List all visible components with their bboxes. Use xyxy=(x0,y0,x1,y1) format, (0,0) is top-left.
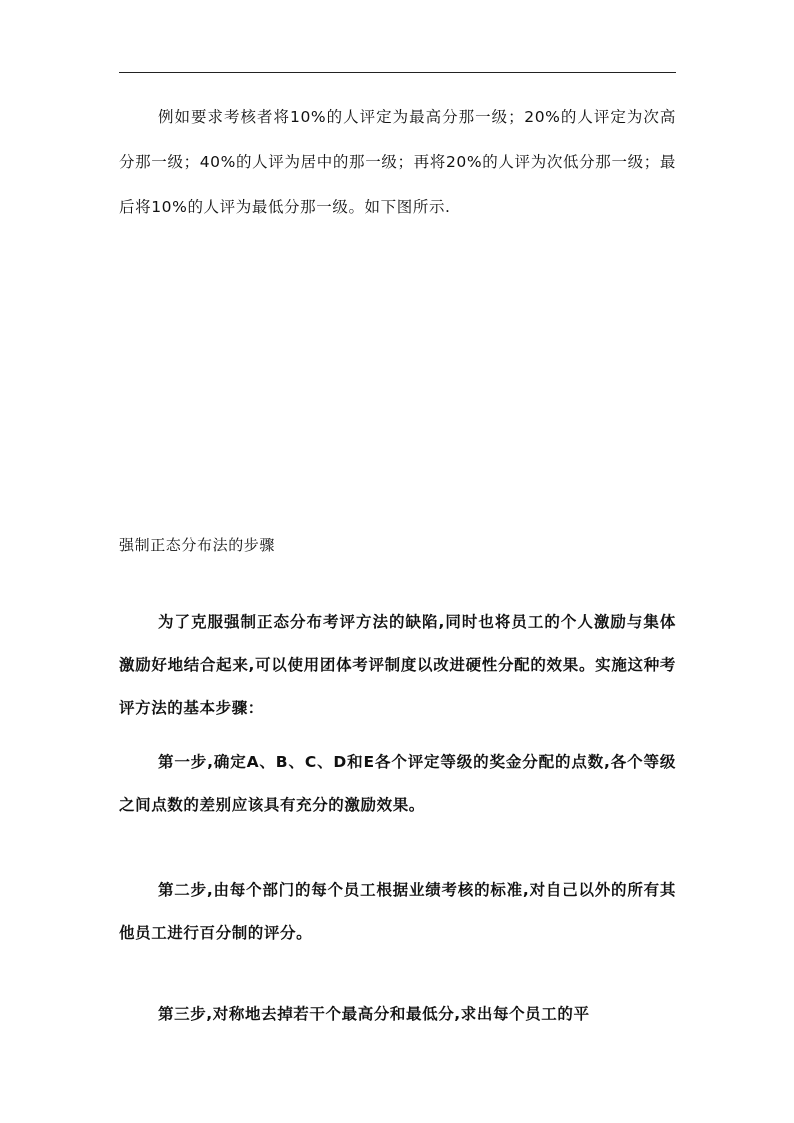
body-paragraph: 为了克服强制正态分布考评方法的缺陷,同时也将员工的个人激励与集体激励好地结合起来,可以使用团体考评制度以改进硬性分配的效果。实施这种考评方法的基本步骤： xyxy=(119,613,676,717)
intro-paragraph: 例如要求考核者将10%的人评定为最高分那一级；20%的人评定为次高分那一级；40%的人评为居中的那一级；再将20%的人评为次低分那一级；最后将10%的人评为最低分那一级。如下图所示. xyxy=(119,108,676,216)
section-heading: 强制正态分布法的步骤 xyxy=(119,536,276,554)
step-one-paragraph: 第一步,确定A、B、C、D和E各个评定等级的奖金分配的点数,各个等级之间点数的差别应该具有充分的激励效果。 xyxy=(119,753,676,814)
header-rule xyxy=(119,72,676,73)
step-three-paragraph: 第三步,对称地去掉若干个最高分和最低分,求出每个员工的平 xyxy=(158,1005,590,1023)
step-two-paragraph: 第二步,由每个部门的每个员工根据业绩考核的标准,对自己以外的所有其他员工进行百分制的评分。 xyxy=(119,881,676,942)
